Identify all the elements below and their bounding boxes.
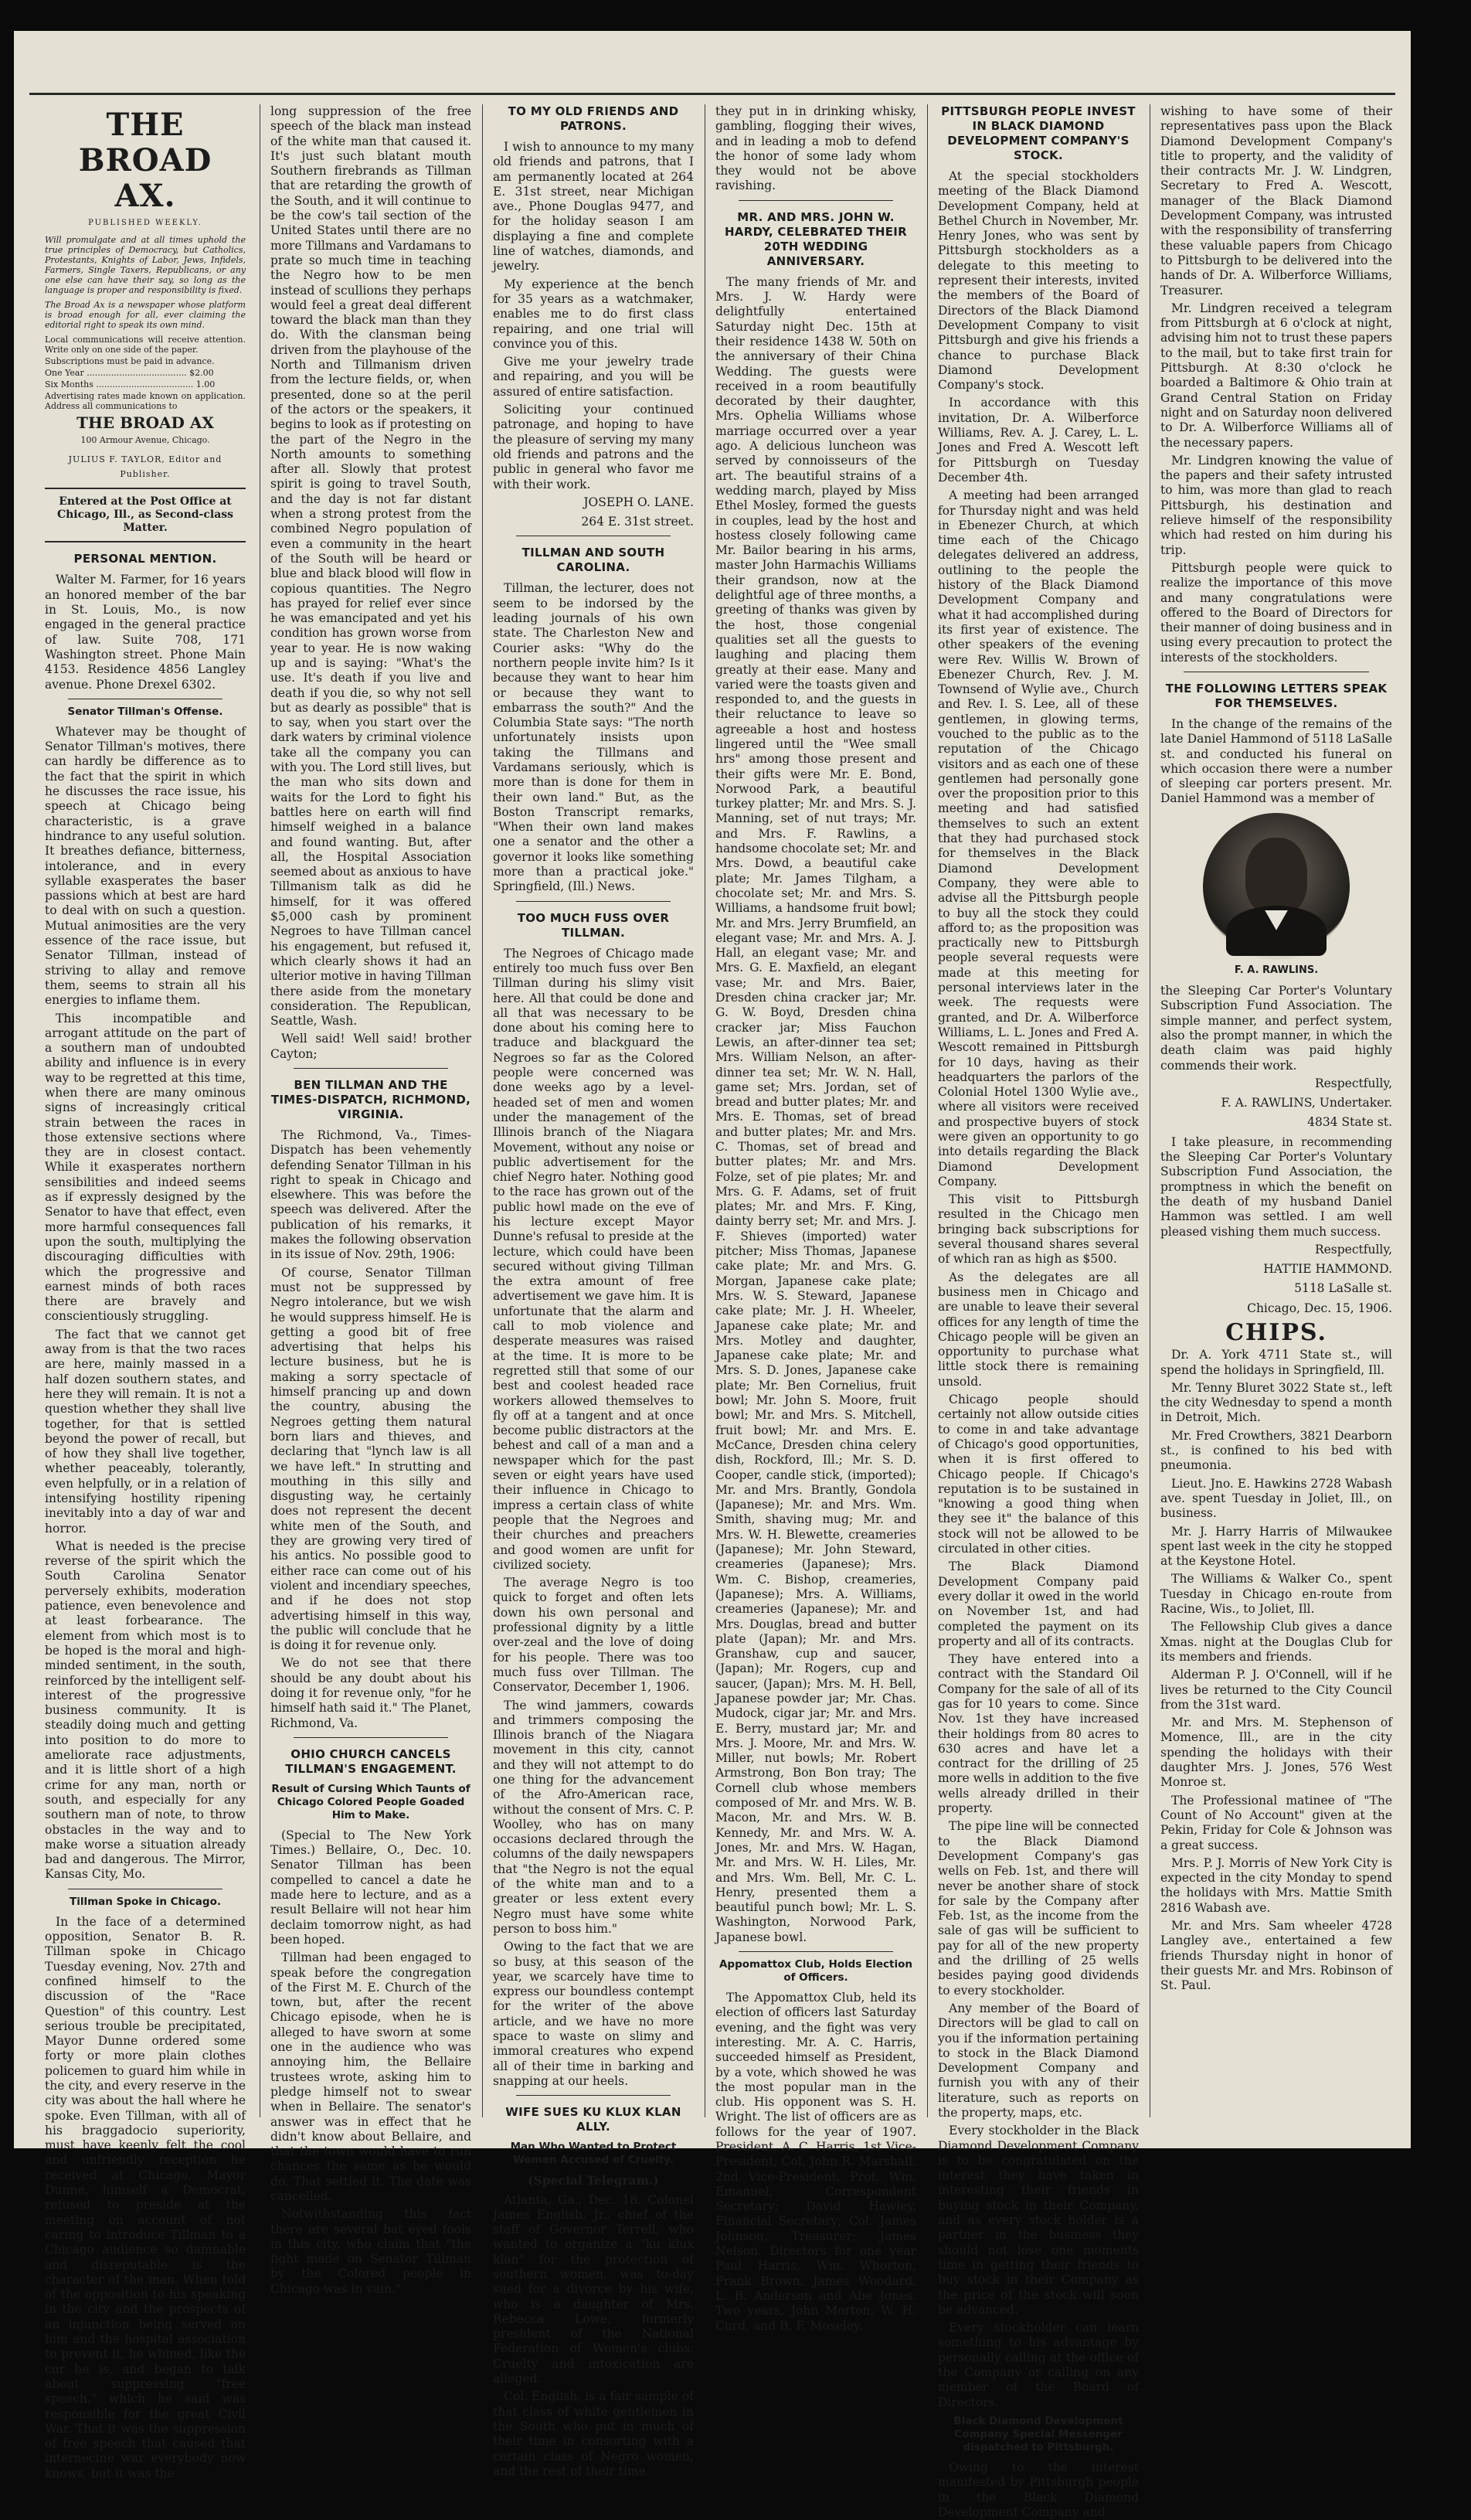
article-headline: Black Diamond Development Company Special Messenger dispatched to Pittsburgh. (953, 2414, 1123, 2454)
article-paragraph: Chicago people should certainly not allow outside cities to come in and take advantage of Chicago's good opportunities, when it is first offered to Chicago people. If Chicago's reputation is to be sustained in "knowing a good thing when they see it" the balance of this stock will not be allowed to be circulated in other cities. (938, 1393, 1139, 1556)
chip-item: Dr. A. York 4711 State st., will spend the holidays in Springfield, Ill. (1160, 1348, 1392, 1377)
article-paragraph: My experience at the bench for 35 years as a watchmaker, enables me to do first class repairing, and one trial will convince you of this. (493, 277, 694, 351)
masthead-blurb: Will promulgate and at all times uphold the true principles of Democracy, but Catholics, Protestants, Knights of Labor, Jews, Infidels, Farmers, Single Taxers, Republicans, or any one else can have their say, so long as the language is proper and responsibility is fixed. (45, 235, 246, 296)
article-paragraph: We do not see that there should be any doubt about his doing it for revenue only, "for he himself hath said it." The Planet, Richmond, Va. (270, 1656, 471, 1730)
column-6 (1160, 104, 1392, 2129)
chip-item: Mr. and Mrs. Sam wheeler 4728 Langley ave., entertained a few friends Thursday night in honor of their guests Mr. and Mrs. Robinson of St. Paul. (1160, 1918, 1392, 1993)
article-paragraph: Col. English, is a fair sample of that class of white gentlemen in the South who put in much of their time in consorting with a certain class of Negro women, and the rest of their time (493, 2389, 694, 2478)
signature-line: 5118 LaSalle st. (1294, 1281, 1392, 1296)
article-paragraph: wishing to have some of their representatives pass upon the Black Diamond Development Company's title to property, and the validity of their contracts Mr. J. W. Lindgren, Secretary to Fred A. Wescott, manager of the Black Diamond Development Company, was intrusted with the responsibility of transferring these valuable papers from Chicago to Pittsburgh to be delivered into the hands of Dr. A. Wilberforce Williams, Treasurer. (1160, 104, 1392, 298)
masthead-editor: JULIUS F. TAYLOR, Editor and Publisher. (68, 454, 223, 480)
article-paragraph: In the face of a determined opposition, Senator B. R. Tillman spoke in Chicago Tuesday evening, Nov. 27th and confined himself to the discussion of the "Race Question" of this country. Lest serious trouble be precipitated, Mayor Dunne ordered some forty or more plain clothes policemen to guard him while in the city, and every reserve in the city was about the hall where he spoke. Even Tillman, with all of his braggadocio superiority, must have keenly felt the cool and unfriendly reception he received at Chicago. Mayor Dunne, himself a Democrat, refused to preside at the meeting on account of not caring to introduce Tillman to a Chicago audience so damnable and disreputable is the character of the man. When told of the opposition to his speaking in the city and the prospects of an injunction being served on him and the hospital association to prevent it, he whined, like the cur he is, and began to talk about suppressing "free speech," which he said was responsible for the great Civil War. That it was the suppression of free speech that caused that internecine war everybody now knows, but it was the (45, 1914, 246, 2481)
article-paragraph: The many friends of Mr. and Mrs. J. W. Hardy were delightfully entertained Saturday night Dec. 15th at their residence 1438 W. 50th on the anniversary of their China Wedding. The guests were received in a room beautifully decorated by their daughter, Mrs. Ophelia Williams whose marriage occurred over a year ago. A delicious luncheon was served by connoisseurs of the art. The beautiful strains of a wedding march, played by Miss Ethel Mosley, formed the guests in couples, lead by the host and hostess closely following came Mr. Bailor bearing in his arms, master John Harmachis Williams their grandson, now at the delightful age of three months, a greeting of thanks was given by the host, those congenial qualities set all the guests to laughing and placing them greatly at their ease. Many and varied were the toasts given and responded to, and the guests in their reluctance to leave so agreeable a host and hostess lingered until the "Wee small hrs" among those present and their gifts were Mr. E. Bond, Norwood Park, a beautiful turkey platter; Mr. and Mrs. S. J. Manning, set of nut trays; Mr. and Mrs. F. Rawlins, a handsome chocolate set; Mr. and Mrs. Dowd, a beautiful cake plate; Mr. James Tilgham, a chocolate set; Mr. and Mrs. S. Williams, a handsome fruit bowl; Mr. and Mrs. Jerry Brumfield, an elegant vase; Mr. and Mrs. A. J. Hall, an elegant vase; Mr. and Mrs. G. E. Maxfield, an elegant vase; Mr. and Mrs. Baier, Dresden china cracker jar; Mr. G. W. Boyd, Dresden china cracker jar; Miss Fauchon Lewis, an after-dinner tea set; Mrs. William Nelson, an after-dinner tea set; Mr. W. N. Hall, game set; Mrs. Jordan, set of bread and butter plates; Mr. and Mrs. E. Thomas, set of bread and butter plates; Mr. and Mrs. C. Thomas, set of bread and butter plates; Mr. and Mrs. Folze, set of pie plates; Mr. and Mrs. G. F. Adams, set of fruit plates; Mr. and Mrs. F. King, dainty berry set; Mr. and Mrs. J. F. Shieves (imported) water pitcher; Miss Thomas, Japanese cake plate; Mr. and Mrs. G. Morgan, Japanese cake plate; Mrs. W. S. Steward, Japanese cake plate; Mr. J. H. Wheeler, Japanese cake plate; Mr. and Mrs. Motley and daughter, Japanese cake plate; Mr. and Mrs. S. D. Jones, Japanese cake plate; Mr. Ben Cornelius, fruit bowl; Mr. John S. Moore, fruit bowl; Mr. and Mrs. S. Mitchell, fruit bowl; Mr. and Mrs. E. McCance, Dresden china celery dish, Rockford, Ill.; Mr. S. D. Cooper, candle stick, (imported); Mr. and Mrs. Brantly, Gondola (Japanese); Mr. and Mrs. Wm. Smith, shaving mug; Mr. and Mrs. W. H. Blewette, creameries (Japanese); Mr. John Steward, creameries (Japanese); Mrs. Wm. C. Bishop, creameries, (Japanese); Mrs. A. Williams, creameries (Japanese); Mr. and Mrs. Douglas, bread and butter plate (Japan); Mr. and Mrs. Granshaw, cup and saucer, (Japan); Mr. Rogers, cup and saucer, (Japan); Mrs. M. H. Bell, Japanese powder jar; Mr. Chas. Mudock, cigar jar; Mr. and Mrs. E. Berry, mustard jar; Mr. and Mrs. J. Moore, Mr. and Mrs. W. Miller, nut bowls; Mr. Robert Armstrong, Bon Bon tray; The Cornell club whose members composed of Mr. and Mrs. W. B. Macon, Mr. and Mrs. W. B. Kennedy, Mr. and Mrs. W. A. Jones, Mr. and Mrs. W. Hagan, Mr. and Mrs. W. H. Liles, Mr. and Mrs. Wm. Bell, Mr. C. L. Henry, presented them a beautiful punch bowl; Mr. L. S. Washington, Norwood Park, Japanese bowl. (715, 274, 916, 1944)
chip-item: Mr. Fred Crowthers, 3821 Dearborn st., is confined to his bed with pneumonia. (1160, 1428, 1392, 1473)
divider (516, 901, 671, 902)
column-rule (482, 104, 483, 2117)
column-3 (493, 104, 694, 2478)
masthead-rate-year: One Year ..................................... $2.00 (45, 368, 214, 379)
signature-name: JOSEPH O. LANE. (583, 495, 694, 509)
article-paragraph: I take pleasure, in recommending the Sleeping Car Porter's Voluntary Subscription Fund Association, the promptness in which the benefit on the death of my husband Daniel Hammon was settled. I am well pleased vishing them much success. (1160, 1134, 1392, 1239)
article-headline: OHIO CHURCH CANCELS TILLMAN'S ENGAGEMENT. (285, 1746, 457, 1776)
article-paragraph: The Negroes of Chicago made entirely too much fuss over Ben Tillman during his slimy visit here. All that could be done and all that was necessary to be done about his coming here to traduce and blackguard the Negroes so far as the Colored people were concerned was done weeks ago by a level-headed set of men and women under the management of the Illinois branch of the Niagara Movement, without any noise or public advertisement for the chief Negro hater. Nothing good to the race has grown out of the public howl made on the eve of his lecture except Mayor Dunne's refusal to preside at the lecture, which could have been secured without giving Tillman the extra amount of free advertisement we gave him. It is unfortunate that the alarm and call to mob violence and desperate measures was raised at the time. It is more to be regretted still that some of our best and coolest headed race workers allowed themselves to fly off at a tangent and at once become public distractors at the behest and call of a man and a newspaper which for the past seven or eight years have used their influence in Chicago to impress a certain class of white people that the Negroes and their churches and preachers and good women are unfit for civilized society. (493, 946, 694, 1572)
chip-item: Alderman P. J. O'Connell, will if he lives be returned to the City Council from the 31st ward. (1160, 1668, 1392, 1712)
article-paragraph: The Appomattox Club, held its election of officers last Saturday evening, and the fight was very interesting. Mr. A. C. Harris, succeeded himself as President, by a vote, which showed he was the most popular man in the club. His opponent was S. H. Wright. The list of officers are as follows for the year of 1907. President, A. C. Harris, 1st Vice-President, Col. John R. Marshall, 2nd Vice-President, Prof. Wm. Emanuel, Correspondent Secretary; David Hawley, Financial Secretary; Col. James Johnson, Treasurer; James Nelson. Directors for one year Paul Harris, Wm. Whorton, Frank Brown, James Woodard, L. B. Anderson and Abe Jones. Two years, John Morton, W. H. Curd, and B. F. Moseley. (715, 1991, 916, 2333)
signature-address: 264 E. 31st street. (581, 515, 694, 529)
article-headline: TILLMAN AND SOUTH CAROLINA. (521, 546, 665, 575)
article-subheadline: Result of Cursing Which Taunts of Chicago Colored People Goaded Him to Make. (271, 1782, 471, 1821)
article-headline: WIFE SUES KU KLUX KLAN ALLY. (505, 2105, 681, 2134)
column-rule (927, 104, 928, 2117)
article-headline: PERSONAL MENTION. (73, 552, 217, 566)
article-paragraph: In the change of the remains of the late Daniel Hammond of 5118 LaSalle st. and conducted his funeral on which occasion there were a number of sleeping car porters present. Mr. Daniel Hammond was a member of (1160, 716, 1392, 806)
article-subheadline: Man Who Wanted to Protect Women Accused of Cruelty. (510, 2141, 677, 2167)
article-paragraph: I wish to announce to my many old friends and patrons, that I am permanently located at 264 E. 31st street, near Michigan ave., Phone Douglas 9477, and for the holiday season I am displaying a fine and complete line of watches, diamonds, and jewelry. (493, 140, 694, 274)
article-paragraph: Whatever may be thought of Senator Tillman's motives, there can hardly be difference as to the fact that the spirit in which he discusses the race issue, his speech at Chicago being characteristic, is a grave hindrance to any useful solution. It breathes defiance, bitterness, intolerance, and in every syllable exasperates the baser passions which at best are hard to deal with on such a question. Mutual animosities are the very essence of the race issue, but Senator Tillman, instead of striving to allay and remove them, seems to strain all his energies to inflame them. (45, 724, 246, 1008)
chip-item: Mr. J. Harry Harris of Milwaukee spent last week in the city he stopped at the Keystone Hotel. (1160, 1524, 1392, 1569)
article-headline: BEN TILLMAN AND THE TIMES-DISPATCH, RICHMOND, VIRGINIA. (270, 1078, 471, 1121)
article-paragraph: Of course, Senator Tillman must not be suppressed by Negro intolerance, but we wish he would suppress himself. He is getting a good bit of free advertising that helps his lecture business, but he is making a sorry spectacle of himself prancing up and down the country, abusing the Negroes getting them natural born liars and thieves, and declaring that "lynch law is all we have left." In strutting and mouthing in this silly and disgusting way, he certainly does not represent the decent white men of the South, and they are growing very tired of his antics. No possible good to either race can come out of his violent and incendiary speeches, and if he does not stop advertising himself in this way, the public will conclude that he is doing it for revenue only. (270, 1265, 471, 1653)
article-paragraph: In accordance with this invitation, Dr. A. Wilberforce Williams, Rev. A. J. Carey, L. L. Jones and Fred A. Wescott left for Pittsburgh on Tuesday December 4th. (938, 396, 1139, 485)
top-rule (29, 93, 1395, 95)
article-paragraph: The pipe line will be connected to the Black Diamond Development Company's gas wells on Feb. 1st, and there will never be another share of stock for sale by the Company after Feb. 1st, as the income from the sale of gas will be sufficient to pay for all of the new property and the drilling of 25 wells besides paying good dividends to every stockholder. (938, 1819, 1139, 1998)
article-paragraph: Tillman had been engaged to speak before the congregation of the First M. E. Church of the town, but, after the recent Chicago episode, when he is alleged to have sworn at some one in the audience who was annoying him, the Bellaire trustees wrote, asking him to pledge himself not to swear when in Bellaire. The senator's answer was in effect that he didn't know about Bellaire, and that the town would have to run chances the same as he would do. That settled it. The date was cancelled. (270, 1950, 471, 2203)
article-paragraph: Owing to the fact that we are so busy, at this season of the year, we scarcely have time to express our boundless contempt for the writer of the above article, and we have no more space to waste on slimy and immoral creatures who expend all of their time in barking and snapping at our heels. (493, 1940, 694, 2088)
newspaper-page (14, 31, 1411, 2519)
article-paragraph: This visit to Pittsburgh resulted in the Chicago men bringing back subscriptions for several thousand shares several of which ran as high as $500. (938, 1192, 1139, 1267)
article-paragraph: Well said! Well said! brother Cayton; (270, 1032, 471, 1061)
portrait-image (1203, 813, 1350, 960)
article-paragraph: At the special stockholders meeting of the Black Diamond Development Company, held at Bethel Church in November, Mr. Henry Jones, who was sent by Pittsburgh stockholders as a delegate to this meeting to represent their interests, invited the members of the Board of Directors of the Black Diamond Development Company to visit Pittsburgh and give his friends a chance to purchase Black Diamond Development Company's stock. (938, 169, 1139, 393)
article-headline: TO MY OLD FRIENDS AND PATRONS. (508, 104, 679, 133)
article-paragraph: Soliciting your continued patronage, and hoping to have the pleasure of serving my many old friends and patrons and the public in general who favor me with their work. (493, 403, 694, 491)
masthead-rate-six: Six Months .................................... 1.00 (45, 379, 216, 390)
signature-line: F. A. RAWLINS, Undertaker. (1221, 1096, 1392, 1110)
article-headline: Appomattox Club, Holds Election of Officers. (719, 1958, 913, 1984)
article-headline: TOO MUCH FUSS OVER TILLMAN. (517, 910, 670, 940)
masthead-newspaper-note: The Broad Ax is a newspaper whose platform is broad enough for all, ever claiming the editorial right to speak its own mind. (45, 300, 246, 331)
article-paragraph: A meeting had been arranged for Thursday night and was held in Ebenezer Church, at which time each of the Chicago delegates delivered an address, outlining to the people the history of the Black Diamond Development Company and what it had accomplished during its first year of existence. The other speakers of the evening were Rev. Willis W. Brown of Ebenezer Church, Rev. J. M. Townsend of Wylie ave., Church and Rev. I. S. Lee, all of these gentlemen, in glowing terms, vouched to the public as to the reputation of the Chicago visitors and as each one of these gentlemen had personally gone over the proposition prior to this meeting and had satisfied themselves to such an extent that they had purchased stock for themselves in the Black Diamond Development Company, they were able to advise all the Pittsburgh people to buy all the stock they could afford to; as the proposition was practically new to Pittsburgh people several requests were made at this meeting for personal interviews later in the week. The requests were granted, and Dr. A. Wilberforce Williams, L. L. Jones and Fred A. Wescott remained in Pittsburgh for 10 days, having as their headquarters the parlors of the Colonial Hotel 1300 Wylie ave., where all visitors were received and prospective buyers of stock were given an opportunity to go into details regarding the Black Diamond Development Company. (938, 488, 1139, 1189)
column-2 (270, 104, 471, 2296)
divider (739, 1951, 893, 1952)
masthead-local-note: Local communications will receive attention. Write only on one side of the paper. (45, 335, 246, 355)
chip-item: Mr. Tenny Bluret 3022 State st., left the city Wednesday to spend a month in Detroit, Mich. (1160, 1380, 1392, 1425)
chip-item: The Professional matinee of "The Count of No Account" given at the Pekin, Friday for Cole & Johnson was a great success. (1160, 1793, 1392, 1852)
article-paragraph: (Special to The New York Times.) Bellaire, O., Dec. 10. Senator Tillman has been compelled to cancel a date he made here to lecture, and as a result Bellaire will not hear him declaim tomorrow night, as had been hoped. (270, 1828, 471, 1947)
divider (45, 541, 246, 542)
masthead-advertising: Advertising rates made known on application. Address all communications to (45, 391, 246, 412)
section-title-chips: CHIPS. (1225, 1319, 1327, 1346)
article-paragraph: The fact that we cannot get away from is that the two races are here, mainly massed in a half dozen southern states, and here they will remain. It is not a question whether they shall live together, for that is settled beyond the power of recall, but of how they shall live together, whether peaceably, tolerantly, even helpfully, or in a relation of intensifying hostility ripening inevitably into a day of war and horror. (45, 1327, 246, 1535)
dateline: (Special Telegram.) (528, 2173, 659, 2188)
divider (294, 1068, 448, 1069)
article-paragraph: Owing to the interest manifested by Pittsburgh people in the Black Diamond Development Company and (938, 2460, 1139, 2519)
article-paragraph: Every stockholder in the Black Diamond Development Company is to be congratulated on the interest they have taken in interesting their friends in buying stock in their Company, and as every stock holder is a partner in the business they should not lose one moments time in getting their friends to buy stock in their Company as the price of the stock will soon be advanced. (938, 2124, 1139, 2317)
article-headline: Tillman Spoke in Chicago. (70, 1895, 221, 1908)
article-paragraph: Mr. Lindgren knowing the value of the papers and their safety intrusted to him, was more than glad to reach Pittsburgh, his destination and relieve himself of the responsibility which had rested on him during his trip. (1160, 453, 1392, 557)
article-paragraph: they put in in drinking whisky, gambling, flogging their wives, and in leading a mob to defend the honor of some lady whom they would not be above ravishing. (715, 104, 916, 193)
article-paragraph: The Richmond, Va., Times-Dispatch has been vehemently defending Senator Tillman in his right to speak in Chicago and elsewhere. This was before the speech was delivered. After the publication of his remarks, it makes the following observation in its issue of Nov. 29th, 1906: (270, 1128, 471, 1262)
chip-item: Lieut. Jno. E. Hawkins 2728 Wabash ave. spent Tuesday in Joliet, Ill., on business. (1160, 1476, 1392, 1521)
article-headline: Senator Tillman's Offense. (67, 705, 223, 718)
article-paragraph: Tillman, the lecturer, does not seem to be indorsed by the leading journals of his own state. The Charleston New and Courier asks: "Why do the northern people invite him? Is it because they want to hear him or because they want to embarrass the south?" And the Columbia State says: "The north unfortunately insists upon taking the Tillmans and Vardamans seriously, which is more than is done for them in their own land." But, as the Boston Transcript remarks, "When their own land makes one a senator and the other a governor it looks like something more than a practical joke." Springfield, (Ill.) News. (493, 581, 694, 894)
chip-item: Mr. and Mrs. M. Stephenson of Momence, Ill., are in the city spending the holidays with their daughter Mrs. J. Jones, 576 West Monroe st. (1160, 1716, 1392, 1790)
article-headline: THE FOLLOWING LETTERS SPEAK FOR THEMSELVES. (1165, 681, 1388, 710)
article-paragraph: long suppression of the free speech of the black man instead of the white man that caused it. It's just such blatant mouth Southern firebrands as Tillman that are retarding the growth of the South, and it will continue to be the cow's tail section of the United States until there are no more Tillmans and Vardamans to prate so much time in teaching the Negro how to be men instead of scullions they perhaps would feel a great deal different toward the black man than they do. With the clansman being driven from the playhouse of the North and Tillmanism driven from the lecture fields, or, when presented, done so at the peril of the actors or the speakers, it begins to look as if protesting on the part of the Negro in the North amounts to something after all. Slowly that protest spirit is going to travel South, and the day is not far distant when a strong protest from the combined Negro population of even a community in the heart of the South will be heard or blue and black blood will flow in copious quantities. The Negro has prayed for relief ever since he was emancipated and yet his condition has grown worse from year to year. He is now waking up and is saying: "What's the use. It's death if you live and death if you die, so why not sell but as dearly as possible" that is to say, when you start over the dark waters by criminal violence take all the company you can with you. The Lord still lives, but the man who sits down and waits for the Lord to fight his battles here on earth will find himself weighed in a balance and found wanting. But, after all, the Hospital Association seemed about as anxious to have Tillmanism talk as did he himself, for it was offered $5,000 cash by prominent Negroes to have Tillman cancel his engagement, but refused it, which clearly shows it had an ulterior motive in having Tillman there aside from the monetary consideration. The Republican, Seattle, Wash. (270, 104, 471, 1029)
chip-item: The Fellowship Club gives a dance Xmas. night at the Douglas Club for its members and friends. (1160, 1620, 1392, 1664)
signature-line: 4834 State st. (1307, 1115, 1392, 1130)
masthead-entered: Entered at the Post Office at Chicago, Ill., as Second-class Matter. (56, 495, 234, 535)
divider (294, 1737, 448, 1738)
signature-line: Chicago, Dec. 15, 1906. (1247, 1301, 1392, 1315)
article-paragraph: As the delegates are all business men in Chicago and are unable to leave their several offices for any length of time the Chicago people will be given an opportunity to purchase what little stock there is remaining unsold. (938, 1270, 1139, 1389)
article-paragraph: They have entered into a contract with the Standard Oil Company for the sale of all of its gas for 10 years to come. Since Nov. 1st they have increased their holdings from 80 acres to 630 acres and have let a contract for the drilling of 25 more wells in addition to the five wells already drilled in their property. (938, 1652, 1139, 1816)
signature-line: Respectfully, (1314, 1242, 1392, 1257)
masthead-name: THE BROAD AX (76, 413, 214, 433)
chip-item: The Williams & Walker Co., spent Tuesday in Chicago en-route from Racine, Wis., to Joliet, Ill. (1160, 1572, 1392, 1617)
article-paragraph: Give me your jewelry trade and repairing, and you will be assured of entire satisfaction. (493, 355, 694, 399)
article-paragraph: The wind jammers, cowards and trimmers composing the Illinois branch of the Niagara movement in this city, cannot and they will not attempt to do one thing for the advancement of the Afro-American race, without the consent of Mrs. C. P. Woolley, who has on many occasions declared through the columns of the daily newspapers that "the Negro is not the equal of the white man and to a greater or less extent every Negro must have some white person to boss him." (493, 1698, 694, 1936)
chip-item: Mrs. P. J. Morris of New York City is expected in the city Monday to spend the holidays with Mrs. Mattie Smith 2816 Wabash ave. (1160, 1855, 1392, 1915)
signature-line: HATTIE HAMMOND. (1263, 1262, 1392, 1277)
masthead-address: 100 Armour Avenue, Chicago. (80, 434, 210, 445)
portrait-face (1245, 838, 1307, 915)
article-paragraph: This incompatible and arrogant attitude on the part of a southern man of undoubted ability and influence is in every way to be regretted at this time, when there are many ominous signs of increasingly critical strain between the races in those extensive sections where they are in closest contact. While it exasperates northern sensibilities and indeed seems as if expressly designed by the Senator to have that effect, even more harmful consequences fall upon the south, multiplying the discouraging difficulties with which the progressive and earnest minds of both races there are bravely and conscientiously struggling. (45, 1011, 246, 1324)
article-headline: PITTSBURGH PEOPLE INVEST IN BLACK DIAMOND DEVELOPMENT COMPANY'S STOCK. (941, 104, 1136, 162)
article-paragraph: Every stockholder can learn something to his advantage by personally calling at the office of the Company or calling on any member of the Board of Directors. (938, 2321, 1139, 2409)
masthead-subscriptions: Subscriptions must be paid in advance. (45, 356, 215, 367)
signature-line: Respectfully, (1314, 1076, 1392, 1090)
article-headline: MR. AND MRS. JOHN W. HARDY, CELEBRATED THEIR 20TH WEDDING ANNIVERSARY. (724, 209, 908, 268)
article-paragraph: The average Negro is too quick to forget and often lets down his own personal and professional dignity by a little over-zeal and the love of doing for his people. There was too much fuss over Tillman. The Conservator, December 1, 1906. (493, 1576, 694, 1695)
divider (45, 488, 246, 489)
article-paragraph: The Black Diamond Development Company paid every dollar it owed in the world on November 1st, and had completed the payment on its property and all of its contracts. (938, 1559, 1139, 1648)
article-paragraph: Mr. Lindgren received a telegram from Pittsburgh at 6 o'clock at night, advising him not to trust these papers to the mail, but to take first train for Pittsburgh. At 8:30 o'clock he boarded a Baltimore & Ohio train at Grand Central Station on Friday night and on Saturday noon delivered to Dr. A. Wilberforce Williams all of the necessary papers. (1160, 301, 1392, 450)
article-paragraph: What is needed is the precise reverse of the spirit which the South Carolina Senator perversely exhibits, moderation patience, even benevolence and at least forbearance. The element from which most is to be hoped is the moral and high-minded sentiment, in the south, reinforced by the intelligent self-interest of the progressive business community. It is steadily doing much and getting into position to do more to ameliorate race adjustments, and it is little short of a high crime for any man, north or south, and especially for any southern man of note, to throw obstacles in the way and to make worse a situation already bad and dangerous. The Mirror, Kansas City, Mo. (45, 1539, 246, 1882)
column-5 (938, 104, 1139, 2519)
masthead-title: THE BROAD AX. (78, 107, 212, 214)
column-1 (45, 104, 246, 2481)
masthead-published: PUBLISHED WEEKLY. (88, 219, 202, 227)
article-paragraph: Walter M. Farmer, for 16 years an honored member of the bar in St. Louis, Mo., is now engaged in the general practice of law. Suite 708, 171 Washington street. Phone Main 4153. Residence 4856 Langley avenue. Phone Drexel 6302. (45, 573, 246, 692)
divider (739, 200, 893, 201)
article-paragraph: Any member of the Board of Directors will be glad to call on you if the information pertaining to stock in the Black Diamond Development Company and furnish you with any of their literature, such as reports on the property, maps, etc. (938, 2001, 1139, 2120)
article-paragraph: Atlanta, Ga., Dec. 18. Colonel James English, Jr., chief of the staff of Governor Terrell, who wanted to organize a "ku klux klan" for the protection of southern women, was to-day sued for a divorce by his wife, who is a daughter of Mrs. Rebecca Lowe, formerly president of the National Federation of Women's clubs. Cruelty and intoxication are alleged. (493, 2192, 694, 2386)
column-4 (715, 104, 916, 2333)
portrait-caption: F. A. RAWLINS. (1234, 964, 1319, 976)
article-paragraph: Pittsburgh people were quick to realize the importance of this move and many congratulations were offered to the Board of Directors for their manner of doing business and in using every precaution to protect the interests of the stockholders. (1160, 560, 1392, 665)
divider (516, 2095, 671, 2096)
article-paragraph: Notwithstanding this fact there are several bat eyed fools in this city, who claim that "the fight made on Senator Tillman by the Colored people in Chicago was in vain." (270, 2207, 471, 2296)
article-paragraph: the Sleeping Car Porter's Voluntary Subscription Fund Association. The simple manner, and perfect system, also the prompt manner, in which the death claim was paid highly commends their work. (1160, 984, 1392, 1073)
